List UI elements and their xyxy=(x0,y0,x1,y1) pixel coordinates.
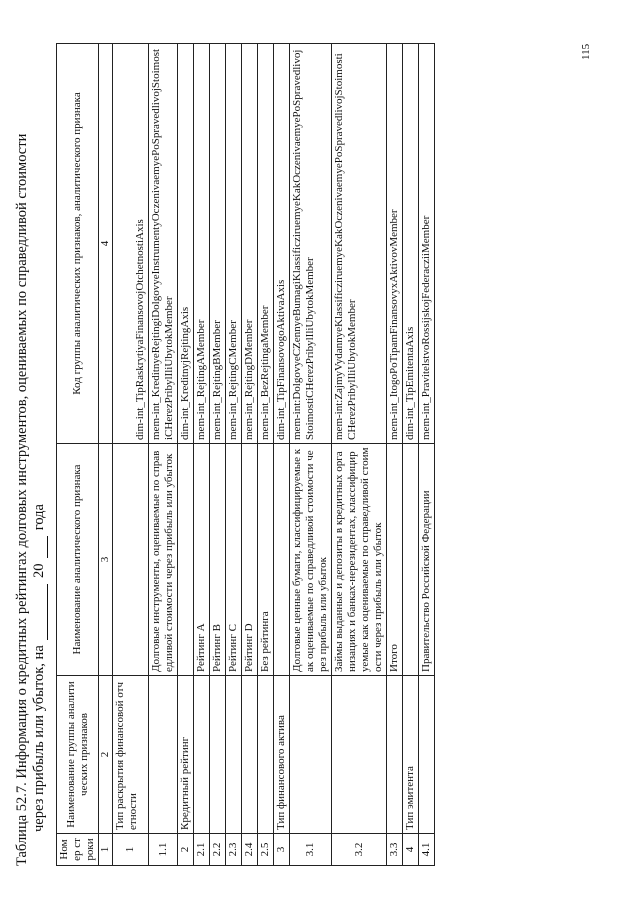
row-number: 3.1 xyxy=(290,834,332,866)
title-line-1: Таблица 52.7. Информация о кредитных рейтингах долговых инструментов, оцениваемых по справедливой стоимости xyxy=(14,133,30,866)
table-row xyxy=(226,44,242,866)
row-group xyxy=(332,676,387,834)
column-number-row xyxy=(99,44,113,866)
row-code: dim-int_TipEmitentaAxis xyxy=(403,44,419,444)
date-blank xyxy=(33,584,48,640)
row-number: 2 xyxy=(178,834,194,866)
column-number: 4 xyxy=(99,44,113,444)
row-code: mem-int_RejtingAMember xyxy=(194,44,210,444)
row-code: mem-int_RejtingDMember xyxy=(242,44,258,444)
row-code: mem-int_RejtingBMember xyxy=(210,44,226,444)
table-row xyxy=(113,44,149,866)
table-row xyxy=(178,44,194,866)
row-number: 2.1 xyxy=(194,834,210,866)
row-number: 3 xyxy=(274,834,290,866)
header-code: Код группы аналитических признаков, аналитического признака xyxy=(57,44,99,444)
row-group: Кредитный рейтинг xyxy=(178,676,194,834)
row-attribute: Без рейтинга xyxy=(258,444,274,676)
year-suffix: года xyxy=(31,504,47,531)
table-row xyxy=(290,44,332,866)
page-number: 115 xyxy=(580,43,592,60)
year-prefix: 20 xyxy=(31,563,47,578)
row-attribute: Рейтинг D xyxy=(242,444,258,676)
row-attribute: Займы выданные и депозиты в кредитных организациях и банках-нерезидентах, классифицируемые как оцениваемые по справедливой стоимости через прибыль или убыток xyxy=(332,444,387,676)
table-row xyxy=(258,44,274,866)
row-number: 4.1 xyxy=(419,834,435,866)
row-code: mem-int:ZajmyVydannyeKlassificziruemyeKakOczenivaemyePoSpravedlivojStoimostiCHerezPribylIliUbytokMember xyxy=(332,44,387,444)
year-blank xyxy=(47,536,48,558)
row-number: 3.3 xyxy=(387,834,403,866)
row-group: Тип финансового актива xyxy=(274,676,290,834)
row-number: 4 xyxy=(403,834,419,866)
header-attribute-name: Наименование аналитического признака xyxy=(57,444,99,676)
row-number: 1.1 xyxy=(149,834,178,866)
column-number: 2 xyxy=(99,676,113,834)
row-attribute: Рейтинг A xyxy=(194,444,210,676)
row-group xyxy=(419,676,435,834)
header-row xyxy=(57,44,99,866)
row-attribute: Рейтинг B xyxy=(210,444,226,676)
table-title xyxy=(14,36,48,866)
row-number: 2.3 xyxy=(226,834,242,866)
table-row xyxy=(403,44,419,866)
table-row xyxy=(387,44,403,866)
table-row xyxy=(210,44,226,866)
row-group xyxy=(242,676,258,834)
row-number: 2.4 xyxy=(242,834,258,866)
header-row-number: Номер строки xyxy=(57,834,99,866)
column-number: 1 xyxy=(99,834,113,866)
row-code: mem-int_KreditnyeRejtingiDolgovyeInstrumentyOczenivaemyePoSpravedlivojStoimostiCHerezPribylIliUbytokMember xyxy=(149,44,178,444)
row-code: mem-int:DolgovyeCZennyeBumagiKlassificziruemyeKakOczenivaemyePoSpravedlivojStoimostiCHerezPribylIliUbytokMember xyxy=(290,44,332,444)
title-line-2 xyxy=(31,36,48,866)
column-number: 3 xyxy=(99,444,113,676)
row-attribute xyxy=(403,444,419,676)
row-group xyxy=(194,676,210,834)
row-group: Тип раскрытия финансовой отчетности xyxy=(113,676,149,834)
row-code: mem-int_BezRejtingaMember xyxy=(258,44,274,444)
row-attribute: Долговые ценные бумаги, классифицируемые как оцениваемые по справедливой стоимости через прибыль или убыток xyxy=(290,444,332,676)
row-code: dim-int_KreditnyjRejtingAxis xyxy=(178,44,194,444)
row-attribute: Долговые инструменты, оцениваемые по справедливой стоимости через прибыль или убыток xyxy=(149,444,178,676)
table-row xyxy=(274,44,290,866)
row-number: 3.2 xyxy=(332,834,387,866)
row-code: dim-int_TipFinansovogoAktivaAxis xyxy=(274,44,290,444)
row-code: mem-int_RejtingCMember xyxy=(226,44,242,444)
table-row xyxy=(332,44,387,866)
row-group xyxy=(210,676,226,834)
landscape-page xyxy=(12,20,612,880)
row-code: dim-int_TipRaskrytiyaFinansovojOtchetnostiAxis xyxy=(113,44,149,444)
row-group xyxy=(226,676,242,834)
table-row xyxy=(419,44,435,866)
row-number: 2.5 xyxy=(258,834,274,866)
row-group: Тип эмитента xyxy=(403,676,419,834)
row-code: mem-int_ItogoPoTipamFinansovyxAktivovMember xyxy=(387,44,403,444)
title-date-prefix: через прибыль или убыток, на xyxy=(31,645,47,832)
row-number: 2.2 xyxy=(210,834,226,866)
row-group xyxy=(290,676,332,834)
row-code: mem-int_PravitelstvoRossijskojFederacziiMember xyxy=(419,44,435,444)
row-attribute: Правительство Российской Федерации xyxy=(419,444,435,676)
row-attribute xyxy=(113,444,149,676)
row-attribute xyxy=(178,444,194,676)
row-attribute: Рейтинг C xyxy=(226,444,242,676)
row-group xyxy=(149,676,178,834)
header-group-name: Наименование группы аналитических признаков xyxy=(57,676,99,834)
row-attribute: Итого xyxy=(387,444,403,676)
row-group xyxy=(258,676,274,834)
row-number: 1 xyxy=(113,834,149,866)
table-row xyxy=(242,44,258,866)
ratings-table xyxy=(56,43,435,866)
table-row xyxy=(194,44,210,866)
row-attribute xyxy=(274,444,290,676)
row-group xyxy=(387,676,403,834)
table-row xyxy=(149,44,178,866)
